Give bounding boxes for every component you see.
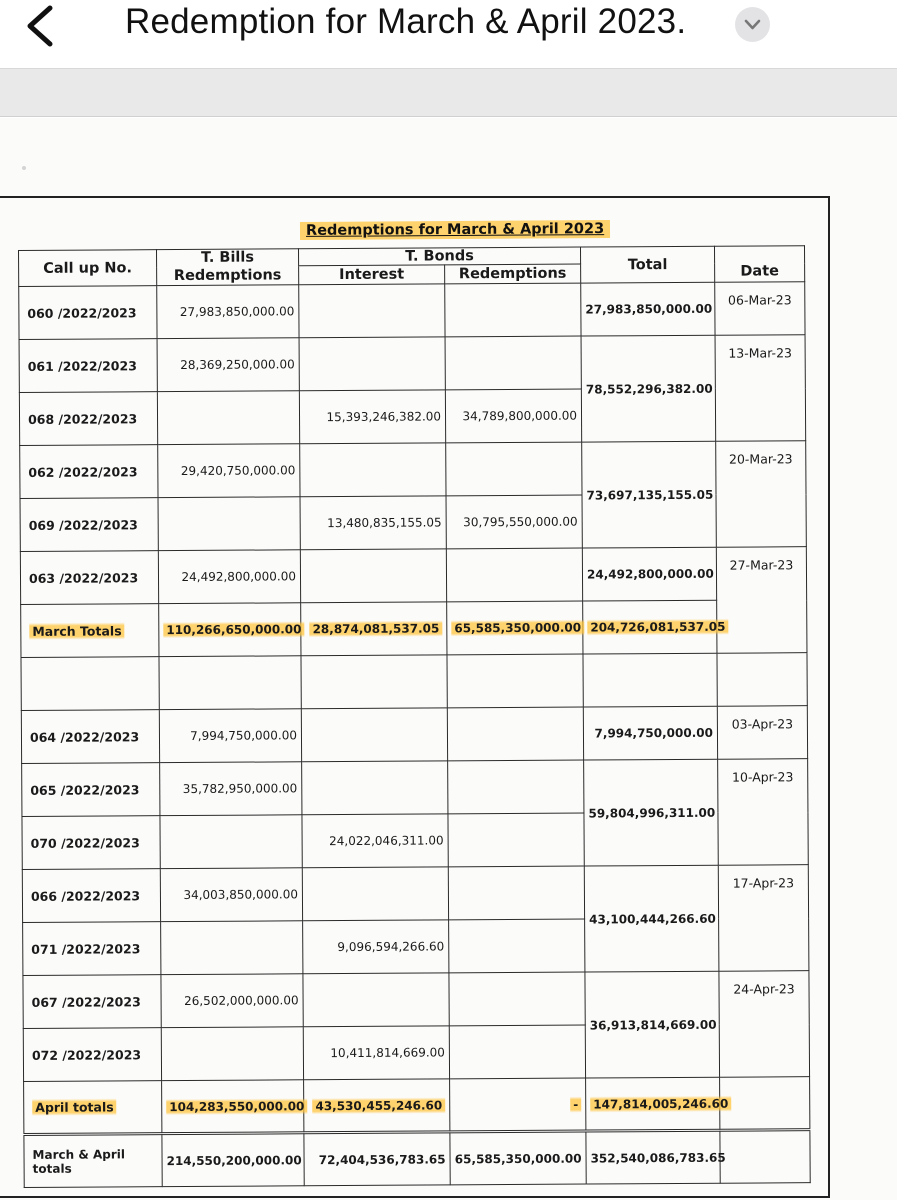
toolbar [0,68,897,117]
table-cell: 24,022,046,311.00 [302,814,448,868]
table-cell: 73,697,135,155.05 [582,441,717,548]
table-cell: 27,983,850,000.00 [157,285,299,339]
table-cell: 068 /2022/2023 [19,392,157,446]
table-cell: 065 /2022/2023 [22,763,160,817]
table-cell: 34,003,850,000.00 [160,868,302,922]
table-cell [157,391,299,445]
table-cell: 064 /2022/2023 [21,710,159,764]
table-cell [158,497,300,551]
table-cell [583,653,717,707]
table-cell: 352,540,086,783.65 [586,1130,720,1184]
table-cell: 110,266,650,000.00 [159,603,301,657]
table-cell: 147,814,005,246.60 [586,1077,720,1131]
table-cell: 27-Mar-23 [716,547,807,654]
table-cell: 24,492,800,000.00 [158,550,300,604]
table-row [22,759,808,817]
table-cell: 59,804,996,311.00 [584,759,719,866]
table-cell: March Totals [21,604,159,658]
table-cell: 9,096,594,266.60 [303,920,449,974]
table-cell [445,283,581,337]
table-cell: 28,874,081,537.05 [301,602,447,656]
table-cell: 20-Mar-23 [716,441,807,548]
table-cell [301,655,447,709]
table-cell [299,284,445,338]
table-cell [447,654,583,708]
april-totals-row [24,1077,810,1135]
col-tbonds: T. Bonds [298,247,580,266]
table-cell: 15,393,246,382.00 [299,390,445,444]
table-cell: April totals [24,1081,162,1135]
col-tbills-top: T. Bills [157,249,299,267]
table-cell: 10,411,814,669.00 [303,1026,449,1080]
table-cell: 35,782,950,000.00 [160,762,302,816]
col-tbills-bottom: Redemptions [157,266,299,286]
table-cell [448,813,584,867]
table-cell [449,919,585,973]
table-row [22,865,808,923]
table-cell [446,442,582,496]
top-bar [0,0,897,68]
table-cell: 78,552,296,382.00 [581,335,716,442]
table-cell: 070 /2022/2023 [22,816,160,870]
table-cell [717,653,807,707]
table-cell: 13-Mar-23 [715,335,806,442]
table-cell: 29,420,750,000.00 [158,444,300,498]
table-cell: 72,404,536,783.65 [304,1132,450,1186]
col-date: Date [714,246,804,283]
table-cell [445,336,581,390]
table-cell: 27,983,850,000.00 [581,282,715,336]
table-row [23,971,809,1029]
table-cell: - [450,1078,586,1132]
table-cell [161,921,303,975]
table-cell [300,443,446,497]
col-call-up: Call up No. [19,250,157,287]
table-cell: 066 /2022/2023 [22,869,160,923]
table-cell [448,866,584,920]
table-row [19,282,805,340]
title-menu-button[interactable] [735,7,770,42]
table-cell: 7,994,750,000.00 [159,709,301,763]
col-bond-redemptions: Redemptions [445,264,581,284]
grand-totals-row [24,1130,810,1188]
table-cell: 13,480,835,155.05 [300,496,446,550]
table-row [19,335,805,393]
back-button[interactable] [20,4,60,48]
table-cell [21,657,159,711]
table-cell: 7,994,750,000.00 [583,706,717,760]
table-cell [720,1077,810,1131]
table-cell: 204,726,081,537.05 [583,600,717,654]
table-cell: 24-Apr-23 [719,971,810,1078]
redemptions-table [18,245,811,1188]
table-cell: 104,283,550,000.00 [162,1080,304,1134]
table-row [21,706,807,764]
table-cell: 062 /2022/2023 [20,445,158,499]
table-cell [161,1027,303,1081]
table-cell [447,707,583,761]
table-cell [160,815,302,869]
table-cell [303,973,449,1027]
scan-speck [22,166,26,170]
table-cell: 072 /2022/2023 [23,1028,161,1082]
march-totals-row [21,600,807,658]
table-cell: 28,369,250,000.00 [157,338,299,392]
document-title: Redemptions for March & April 2023 [300,221,610,239]
table-row [20,547,806,605]
table-cell: 071 /2022/2023 [23,922,161,976]
table-cell: 067 /2022/2023 [23,975,161,1029]
table-cell [302,761,448,815]
table-cell [301,708,447,762]
table-cell: 26,502,000,000.00 [161,974,303,1028]
table-cell: 061 /2022/2023 [19,339,157,393]
page-title: Redemption for March & April 2023. [125,2,687,41]
table-cell: 24,492,800,000.00 [582,547,716,601]
table-cell [449,1025,585,1079]
table-cell: 65,585,350,000.00 [447,601,583,655]
chevron-down-icon [743,15,762,34]
table-cell: 65,585,350,000.00 [450,1131,586,1185]
table-cell: 43,100,444,266.60 [584,865,719,972]
chevron-left-icon [20,4,60,48]
table-cell: 34,789,800,000.00 [445,389,581,443]
table-cell [159,656,301,710]
table-cell: 10-Apr-23 [718,759,809,866]
table-cell: 03-Apr-23 [717,706,807,760]
table-row-blank [21,653,807,711]
table-cell [448,760,584,814]
table-row [20,441,806,499]
table-cell: 063 /2022/2023 [20,551,158,605]
table-cell [302,867,448,921]
col-interest: Interest [299,265,445,285]
col-total: Total [580,246,714,283]
table-cell [720,1130,810,1184]
table-cell: 30,795,550,000.00 [446,495,582,549]
table-cell: 069 /2022/2023 [20,498,158,552]
table-cell [299,337,445,391]
table-cell [446,548,582,602]
table-cell [300,549,446,603]
table-cell: 17-Apr-23 [718,865,809,972]
document-image [0,118,897,1200]
table-cell: March & April totals [24,1134,162,1188]
table-cell [449,972,585,1026]
table-cell: 060 /2022/2023 [19,286,157,340]
table-cell: 06-Mar-23 [715,282,805,336]
table-cell: 43,530,455,246.60 [304,1079,450,1133]
table-cell: 214,550,200,000.00 [162,1133,304,1187]
table-cell: 36,913,814,669.00 [585,971,720,1078]
